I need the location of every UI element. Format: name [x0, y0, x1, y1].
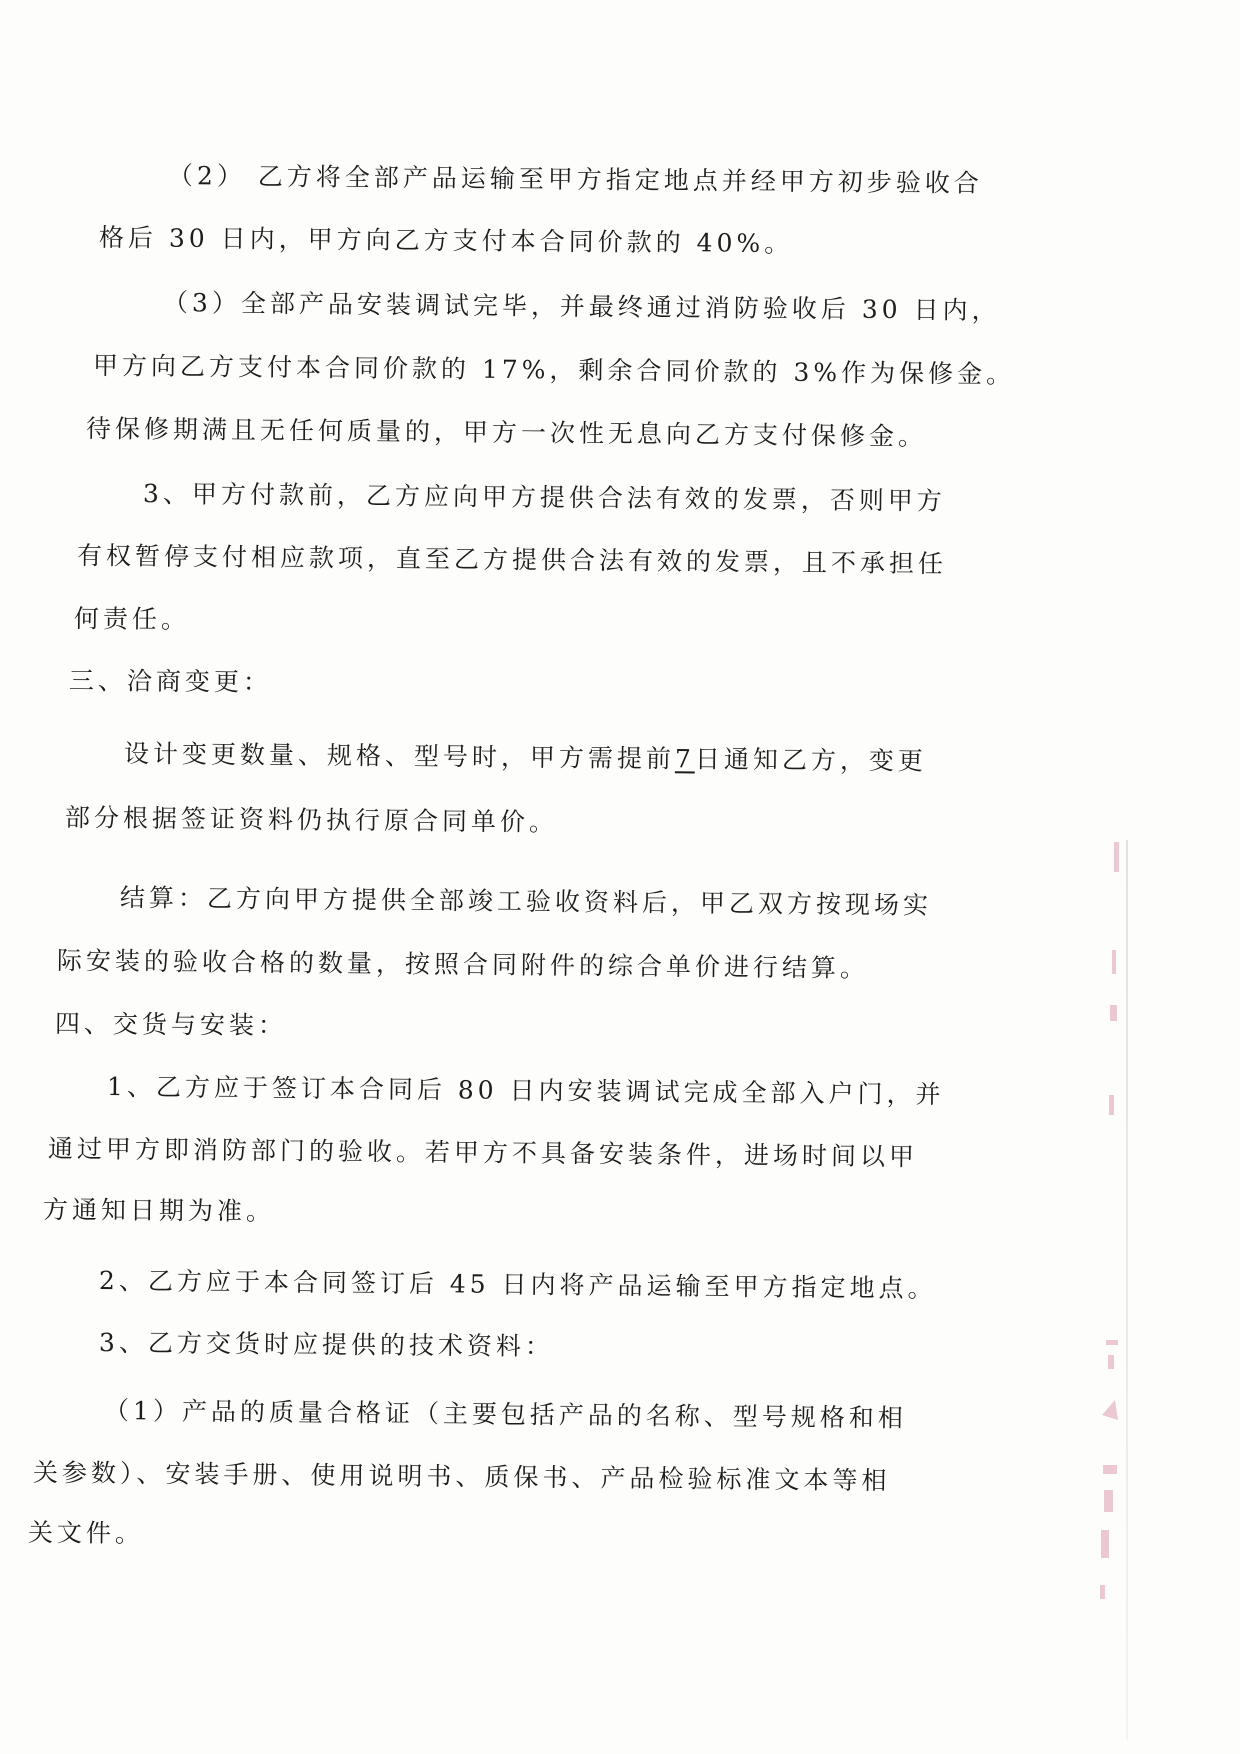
payment-clause-2-line-1: （2） 乙方将全部产品运输至甲方指定地点并经甲方初步验收合 — [167, 161, 983, 198]
technical-docs-line-1: （1）产品的质量合格证（主要包括产品的名称、型号规格和相 — [103, 1396, 908, 1433]
payment-clause-3-line-3: 待保修期满且无任何质量的，甲方一次性无息向乙方支付保修金。 — [85, 414, 928, 452]
invoice-clause-line-1: 3、甲方付款前，乙方应向甲方提供合法有效的发票，否则甲方 — [142, 479, 947, 516]
payment-clause-3-line-1: （3）全部产品安装调试完毕，并最终通过消防验收后 30 日内， — [162, 288, 1001, 326]
payment-clause-3-line-2: 甲方向乙方支付本合同价款的 17%，剩余合同价款的 3%作为保修金。 — [92, 351, 1016, 389]
delivery-clause-2: 2、乙方应于本合同签订后 45 日内将产品运输至甲方指定地点。 — [98, 1266, 937, 1304]
design-change-text-after: 日通知乙方，变更 — [694, 744, 928, 776]
delivery-clause-3: 3、乙方交货时应提供的技术资料： — [98, 1328, 555, 1361]
design-change-days: 7 — [674, 744, 696, 774]
settlement-line-2: 际安装的验收合格的数量，按照合同附件的综合单价进行结算。 — [56, 946, 870, 983]
binding-edge-line — [1126, 840, 1128, 1740]
technical-docs-line-3: 关文件。 — [27, 1518, 145, 1549]
invoice-clause-line-2: 有权暂停支付相应款项，直至乙方提供合法有效的发票，且不承担任 — [76, 541, 948, 579]
delivery-clause-1-line-3: 方通知日期为准。 — [42, 1195, 276, 1227]
section-four-heading: 四、交货与安装： — [54, 1009, 288, 1041]
design-change-text-before: 设计变更数量、规格、型号时，甲方需提前 — [123, 739, 676, 774]
section-three-heading: 三、洽商变更： — [68, 666, 273, 697]
scan-binding-marks — [1070, 840, 1130, 1740]
binding-seal-fragments — [1070, 840, 1130, 1740]
settlement-line-1: 结算：乙方向甲方提供全部竣工验收资料后，甲乙双方按现场实 — [119, 883, 933, 920]
delivery-clause-1-line-1: 1、乙方应于签订本合同后 80 日内安装调试完成全部入户门，并 — [106, 1072, 945, 1110]
payment-clause-2-line-2: 格后 30 日内，甲方向乙方支付本合同价款的 40%。 — [98, 223, 794, 259]
technical-docs-line-2: 关参数）、安装手册、使用说明书、质保书、产品检验标准文本等相 — [32, 1458, 891, 1496]
invoice-clause-line-3: 何责任。 — [73, 604, 191, 635]
design-change-line-1 — [124, 738, 927, 778]
design-change-line-2: 部分根据签证资料仍执行原合同单价。 — [64, 803, 559, 837]
delivery-clause-1-line-2: 通过甲方即消防部门的验收。若甲方不具备安装条件，进场时间以甲 — [47, 1134, 919, 1172]
